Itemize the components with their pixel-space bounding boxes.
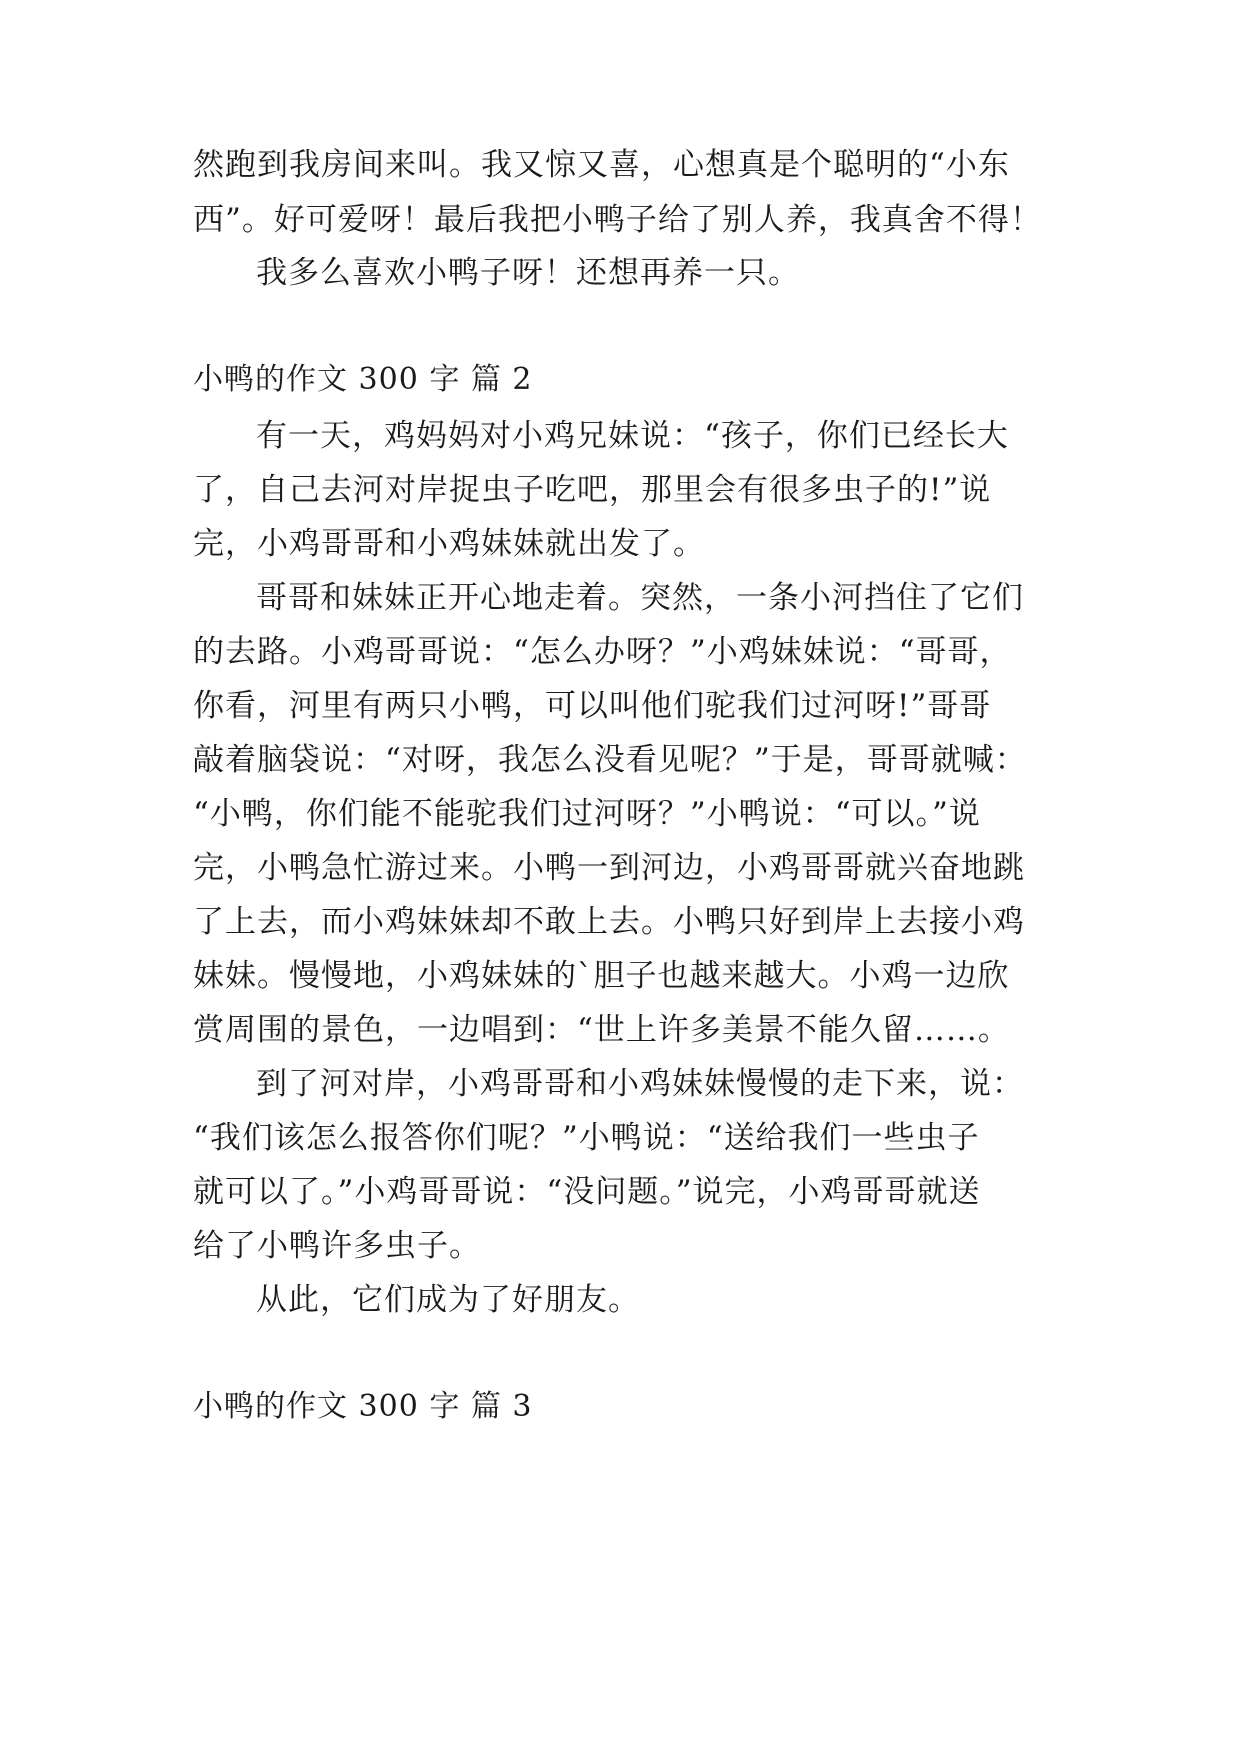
paragraph-line: 了上去，而小鸡妹妹却不敢上去。小鸭只好到岸上去接小鸡	[193, 904, 1025, 940]
paragraph-line: 给了小鸭许多虫子。	[193, 1228, 481, 1264]
paragraph-line: 然跑到我房间来叫。我又惊又喜，心想真是个聪明的“小东	[193, 147, 1010, 183]
paragraph-line: “我们该怎么报答你们呢？”小鸭说：“送给我们一些虫子	[193, 1120, 980, 1156]
paragraph-line: 有一天，鸡妈妈对小鸡兄妹说：“孩子，你们已经长大	[256, 418, 1009, 454]
section-heading: 小鸭的作文 300 字 篇 2	[193, 362, 533, 397]
paragraph-line: 赏周围的景色，一边唱到：“世上许多美景不能久留……。	[193, 1012, 1010, 1048]
paragraph-line: 完，小鸭急忙游过来。小鸭一到河边，小鸡哥哥就兴奋地跳	[193, 850, 1025, 886]
paragraph-line: “小鸭，你们能不能驼我们过河呀？”小鸭说：“可以。”说	[193, 796, 981, 832]
paragraph-line: 你看，河里有两只小鸭，可以叫他们驼我们过河呀!”哥哥	[193, 688, 992, 724]
section-heading: 小鸭的作文 300 字 篇 3	[193, 1389, 533, 1424]
paragraph-line: 妹妹。慢慢地，小鸡妹妹的`胆子也越来越大。小鸡一边欣	[193, 958, 1010, 994]
paragraph-line: 从此，它们成为了好朋友。	[256, 1282, 640, 1318]
paragraph-line: 了，自己去河对岸捉虫子吃吧，那里会有很多虫子的!”说	[193, 472, 992, 508]
paragraph-line: 的去路。小鸡哥哥说：“怎么办呀？”小鸡妹妹说：“哥哥，	[193, 634, 1012, 670]
paragraph-line: 我多么喜欢小鸭子呀！还想再养一只。	[256, 255, 800, 291]
paragraph-line: 到了河对岸，小鸡哥哥和小鸡妹妹慢慢的走下来，说：	[256, 1066, 1024, 1102]
paragraph-line: 西”。好可爱呀！最后我把小鸭子给了别人养，我真舍不得！	[193, 202, 1042, 238]
paragraph-line: 完，小鸡哥哥和小鸡妹妹就出发了。	[193, 526, 705, 562]
paragraph-line: 敲着脑袋说：“对呀，我怎么没看见呢？”于是，哥哥就喊：	[193, 742, 1027, 778]
paragraph-line: 就可以了。”小鸡哥哥说：“没问题。”说完，小鸡哥哥就送	[193, 1174, 981, 1210]
paragraph-line: 哥哥和妹妹正开心地走着。突然，一条小河挡住了它们	[256, 580, 1024, 616]
